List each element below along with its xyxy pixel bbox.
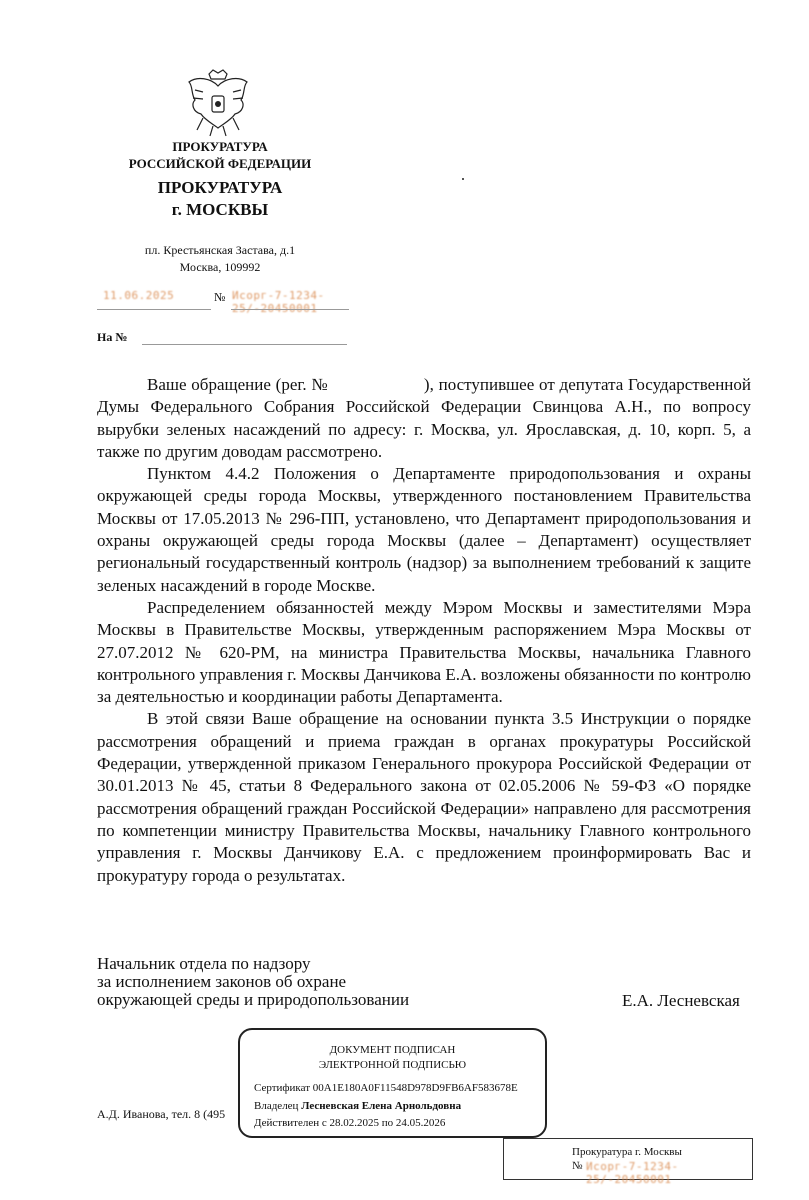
receipt-number-sign: № [572, 1160, 583, 1172]
receipt-box [503, 1138, 753, 1186]
office-name [100, 177, 340, 221]
certificate-label: Сертификат [254, 1082, 310, 1094]
validity-value: с 28.02.2025 по 24.05.2026 [321, 1117, 446, 1129]
position-line-1: Начальник отдела по надзору [97, 954, 311, 973]
stamp-title-line-1: ДОКУМЕНТ ПОДПИСАН [329, 1044, 456, 1056]
stamp-title-line-2: ЭЛЕКТРОННОЙ ПОДПИСЬЮ [318, 1059, 467, 1071]
org-line-1: ПРОКУРАТУРА [172, 139, 268, 154]
electronic-signature-stamp [238, 1028, 547, 1138]
stamp-validity [254, 1117, 445, 1129]
address-line-2: Москва, 109992 [179, 260, 261, 274]
position-line-2: за исполнением законов об охране [97, 972, 347, 991]
office-line-1: ПРОКУРАТУРА [157, 178, 283, 197]
stamp-title [240, 1043, 545, 1073]
reference-underline [142, 344, 347, 345]
scan-dot [462, 178, 464, 180]
position-line-3: окружающей среды и природопользовании [97, 990, 410, 1009]
office-address [100, 242, 340, 276]
office-line-2: г. МОСКВЫ [171, 200, 269, 219]
stamp-owner [254, 1100, 461, 1112]
owner-value: Лесневская Елена Арнольдовна [301, 1100, 462, 1112]
number-underline [231, 309, 349, 310]
prosecutor-org-name [100, 138, 340, 172]
validity-label: Действителен [254, 1117, 320, 1129]
owner-label: Владелец [254, 1100, 299, 1112]
signatory-name: Е.А. Лесневская [622, 991, 740, 1010]
outgoing-date: 11.06.2025 [103, 289, 175, 302]
date-underline [97, 309, 211, 310]
paragraph: Распределением обязанностей между Мэром Москвы и заместителями Мэра Москвы в Правительстве Москвы, утвержденным распоряжением Мэра Москвы от 27.07.2012 № 620-РМ, на министра Правительства Москвы, начальника Главного контрольного управления г. Москвы Данчикова Е.А. возложены обязанности по контролю за деятельностью и координации работы Департамента. [97, 597, 751, 707]
outgoing-number: Исорг-7-1234-25/-20450001 [232, 289, 325, 315]
letter-body [97, 374, 756, 887]
paragraph: В этой связи Ваше обращение на основании пункта 3.5 Инструкции о порядке рассмотрения обращений и приема граждан в органах прокуратуры Российской Федерации, утвержденной приказом Генерального прокурора Российской Федерации от 30.01.2013 № 45, статьи 8 Федерального закона от 02.05.2006 № 59-ФЗ «О порядке рассмотрения обращений граждан Российской Федерации» направлено для рассмотрения по компетенции министру Правительства Москвы, начальнику Главного контрольного управления г. Москвы Данчикову Е.А. с предложением проинформировать Вас и прокуратуру города о результатах. [97, 709, 751, 885]
paragraph: Пунктом 4.4.2 Положения о Департаменте природопользования и охраны окружающей среды города Москвы, утвержденного постановлением Правительства Москвы от 17.05.2013 № 296-ПП, установлено, что Департамент природопользования и охраны окружающей среды города Москвы (далее – Департамент) осуществляет региональный государственный контроль (надзор) за выполнением требований к защите зеленых насаждений в городе Москве. [97, 464, 751, 595]
signatory-position [97, 955, 409, 1009]
executor-contact: А.Д. Иванова, тел. 8 (495 [97, 1107, 226, 1121]
org-line-2: РОССИЙСКОЙ ФЕДЕРАЦИИ [128, 156, 312, 171]
receipt-number: Исорг-7-1234-25/-20450001 [586, 1160, 679, 1186]
address-line-1: пл. Крестьянская Застава, д.1 [144, 243, 296, 257]
number-sign: № [214, 290, 226, 304]
stamp-certificate [254, 1082, 518, 1094]
receipt-title: Прокуратура г. Москвы [572, 1146, 682, 1158]
certificate-value: 00A1E180A0F11548D978D9FB6AF583678E [312, 1082, 518, 1094]
reference-label: На № [97, 330, 128, 344]
coat-of-arms-emblem [183, 68, 253, 140]
paragraph: Ваше обращение (рег. № ), поступившее от депутата Государственной Думы Федерального Собрания Российской Федерации Свинцова А.Н., по вопросу вырубки зеленых насаждений по адресу: г. Москва, ул. Ярославская, д. 10, корп. 5, а также по другим доводам рассмотрено. [97, 375, 756, 461]
